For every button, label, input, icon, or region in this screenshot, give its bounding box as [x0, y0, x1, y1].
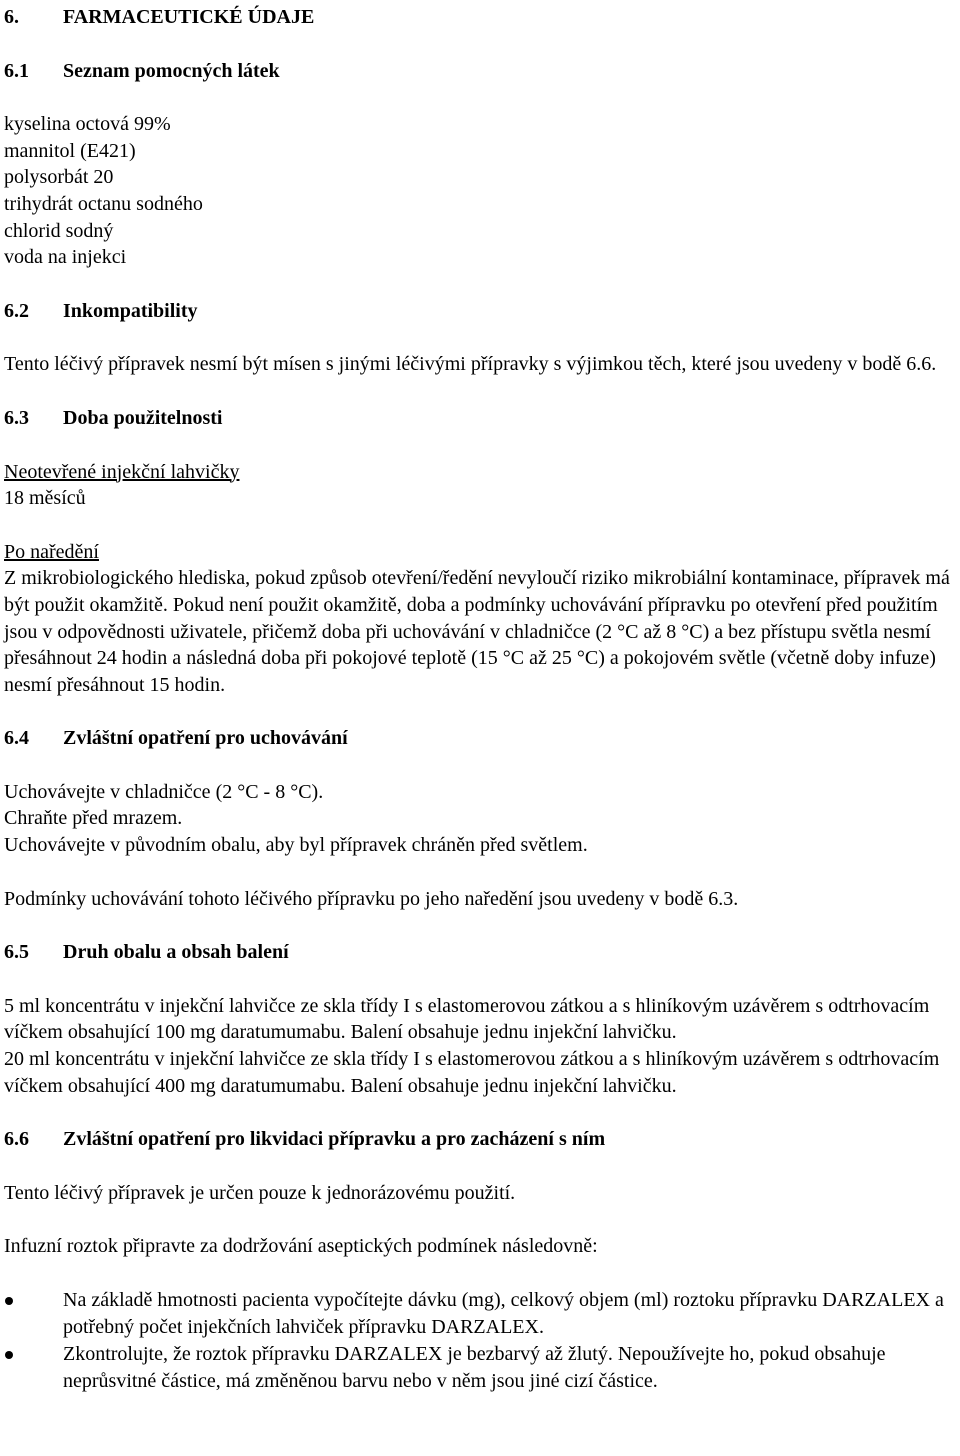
- list-item: [4, 1287, 958, 1340]
- section-title: Doba použitelnosti: [63, 406, 223, 429]
- preparation-steps-list: [4, 1287, 958, 1394]
- section-6-6-heading: [4, 1126, 958, 1153]
- section-6-2-heading: [4, 298, 958, 325]
- single-use-text: Tento léčivý přípravek je určen pouze k jednorázovému použití.: [4, 1181, 516, 1204]
- list-item: [4, 1341, 958, 1394]
- section-title: Druh obalu a obsah balení: [63, 941, 289, 964]
- bullet-icon: [5, 1297, 13, 1305]
- section-title: FARMACEUTICKÉ ÚDAJE: [63, 6, 315, 28]
- section-6-1-heading: [4, 58, 958, 85]
- preparation-intro-text: Infuzní roztok připravte za dodržování aseptických podmínek následovně:: [4, 1235, 598, 1258]
- excipient-item: kyselina octová 99%: [4, 113, 171, 136]
- document: [4, 4, 958, 1395]
- bullet-icon: [5, 1351, 13, 1359]
- unopened-vials-subheading: Neotevřené injekční lahvičky: [4, 460, 240, 483]
- section-title: Zvláštní opatření pro likvidaci přípravku a pro zacházení s ním: [63, 1128, 606, 1151]
- section-number: 6.4: [4, 727, 29, 750]
- section-number: 6.: [4, 6, 19, 28]
- section-number: 6.6: [4, 1128, 29, 1151]
- section-6-heading: [4, 4, 958, 31]
- section-6-5-heading: [4, 939, 958, 966]
- section-title: Seznam pomocných látek: [63, 59, 280, 82]
- section-number: 6.3: [4, 406, 29, 429]
- after-dilution-text: Z mikrobiologického hlediska, pokud způsob otevření/ředění nevyloučí riziko mikrobiální kontaminace, přípravek má být použit okamžitě. Pokud není použit okamžitě, doba a podmínky uchovávání přípravku po otevření před použitím jsou v odpovědnosti uživatele, přičemž doba při uchovávání v chladničce (2 °C až 8 °C) a bez přístupu světla nesmí přesáhnout 24 hodin a následná doba při pokojové teplotě (15 °C až 25 °C) a pokojovém světle (včetně doby infuze) nesmí přesáhnout 15 hodin.: [4, 567, 950, 696]
- unopened-vials-text: 18 měsíců: [4, 487, 86, 510]
- excipient-item: voda na injekci: [4, 246, 127, 269]
- container-paragraph: 5 ml koncentrátu v injekční lahvičce ze skla třídy I s elastomerovou zátkou a s hliníkovým uzávěrem s odtrhovacím víčkem obsahující 100 mg daratumumabu. Balení obsahuje jednu injekční lahvičku.: [4, 994, 930, 1044]
- storage-line: Uchovávejte v původním obalu, aby byl přípravek chráněn před světlem.: [4, 834, 588, 857]
- list-item-text: Na základě hmotnosti pacienta vypočítejte dávku (mg), celkový objem (ml) roztoku přípravku DARZALEX a potřebný počet injekčních lahviček přípravku DARZALEX.: [63, 1289, 944, 1338]
- excipient-item: trihydrát octanu sodného: [4, 192, 203, 215]
- section-number: 6.1: [4, 59, 29, 82]
- container-paragraph: 20 ml koncentrátu v injekční lahvičce ze skla třídy I s elastomerovou zátkou a s hliníkovým uzávěrem s odtrhovacím víčkem obsahující 400 mg daratumumabu. Balení obsahuje jednu injekční lahvičku.: [4, 1048, 940, 1097]
- section-6-3-heading: [4, 405, 958, 432]
- list-item-text: Zkontrolujte, že roztok přípravku DARZALEX je bezbarvý až žlutý. Nepoužívejte ho, pokud obsahuje neprůsvitné částice, má změněnou barvu nebo v něm jsou jiné cizí částice.: [63, 1343, 886, 1392]
- excipient-item: mannitol (E421): [4, 139, 136, 162]
- storage-after-dilution-text: Podmínky uchovávání tohoto léčivého přípravku po jeho naředění jsou uvedeny v bodě 6.3.: [4, 887, 739, 910]
- after-dilution-subheading: Po naředění: [4, 540, 99, 563]
- storage-line: Uchovávejte v chladničce (2 °C - 8 °C).: [4, 780, 324, 803]
- section-number: 6.5: [4, 941, 29, 964]
- section-title: Inkompatibility: [63, 299, 198, 322]
- excipient-list: [4, 111, 958, 271]
- section-number: 6.2: [4, 299, 29, 322]
- storage-line: Chraňte před mrazem.: [4, 807, 183, 830]
- section-title: Zvláštní opatření pro uchovávání: [63, 727, 348, 750]
- incompatibility-text: Tento léčivý přípravek nesmí být mísen s jinými léčivými přípravky s výjimkou těch, které jsou uvedeny v bodě 6.6.: [4, 353, 937, 376]
- excipient-item: polysorbát 20: [4, 166, 114, 189]
- section-6-4-heading: [4, 725, 958, 752]
- excipient-item: chlorid sodný: [4, 219, 114, 242]
